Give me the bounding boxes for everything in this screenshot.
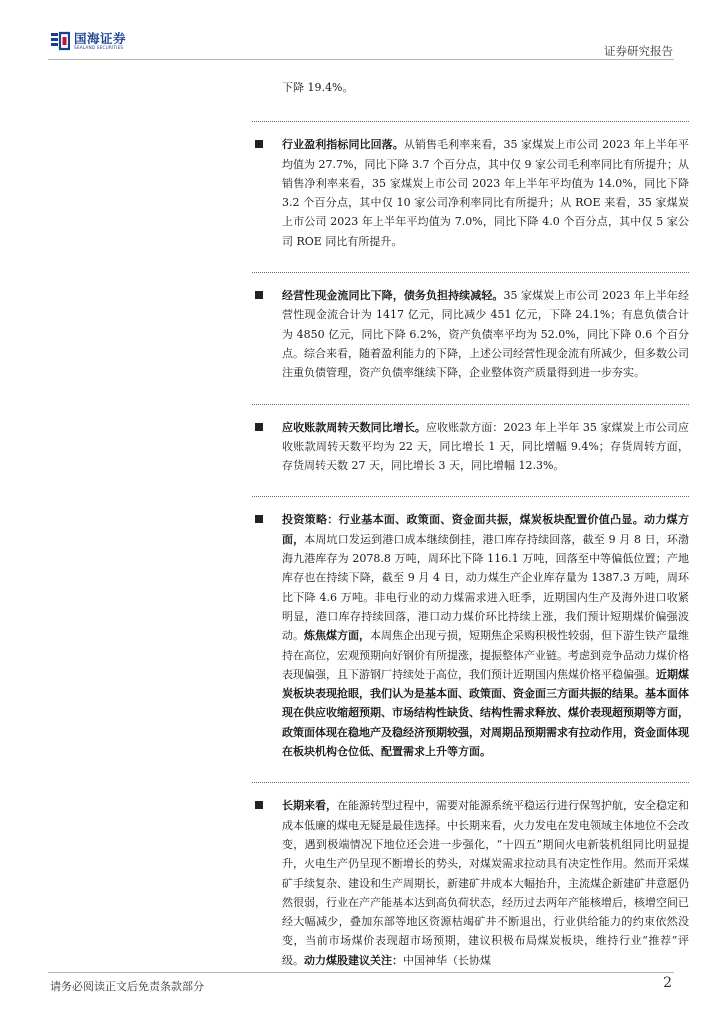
company-logo (50, 31, 126, 51)
logo-cn-text: 国海证券 (74, 30, 127, 46)
footer-divider (48, 972, 674, 973)
disclaimer-note: 请务必阅读正文后免责条款部分 (50, 980, 204, 993)
section-separator (252, 496, 689, 497)
paragraph-p0 (282, 78, 689, 97)
text-segment: 35 家煤炭上市公司 2023 年上半年经营性现金流合计为 1417 亿元，同比减少 451 亿元，下降 24.1%；有息负债合计为 4850 亿元，同比下降 6.2%，资产负债率平均为 52.0%，同比下降 0.6 个百分点。综合来看，随着盈利能力的下降，上述公司经营性现金流有所减少，但多数公司注重负债管理，资产负债率继续下降，企业整体资产质量得到进一步夯实。 (282, 289, 690, 380)
paragraph-p4 (282, 510, 689, 761)
paragraph-p2 (282, 286, 689, 382)
section-separator (252, 272, 689, 273)
text-segment: 本周焦企出现亏损，短期焦企采购积极性较弱，但下游生铁产量维持在高位，宏观预期向好钢价有所提涨，提振整体产业链。考虑到竞争品动力煤价格表现偏强，且下游钢厂持续处于高位，我们预计近期国内焦煤价格平稳偏强。 (282, 629, 689, 681)
text-segment: 下降 19.4%。 (282, 81, 354, 94)
sealand-logo-icon (50, 31, 70, 51)
bold-text-segment: 近期煤炭板块表现抢眼，我们认为是基本面、政策面、资金面三方面共振的结果。基本面体现在供应收缩超预期、市场结构性缺货、结构性需求释放、煤价表现超预期等方面，政策面体现在稳地产及稳经济预期较强，对周期品预期需求有拉动作用，资金面体现在板块机构仓位低、配置需求上升等方面。 (282, 667, 689, 759)
section-separator (252, 404, 689, 405)
page-header (0, 0, 724, 60)
square-bullet-icon (255, 140, 263, 148)
report-type-label: 证券研究报告 (604, 44, 673, 58)
paragraph-p1 (282, 135, 689, 251)
logo-en-text: SEALAND SECURITIES (74, 44, 124, 50)
bold-text-segment: 应收账款周转天数同比增长。 (282, 420, 426, 434)
paragraph-p5 (282, 796, 689, 970)
bold-text-segment: 动力煤股建议关注： (304, 953, 403, 967)
header-divider (48, 59, 674, 60)
square-bullet-icon (255, 291, 263, 299)
report-body (282, 78, 689, 970)
paragraph-p3 (282, 418, 689, 476)
text-segment: 在能源转型过程中，需要对能源系统平稳运行进行保驾护航，安全稳定和成本低廉的煤电无疑是最佳选择。中长期来看，火力发电在发电领域主体地位不会改变，遇到极端情况下地位还会进一步强化，“十四五”期间火电新装机组同比明显提升，火电生产仍呈现不断增长的势头，对煤炭需求拉动具有决定性作用。然而开采煤矿手续复杂、建设和生产周期长，新建矿井成本大幅抬升，主流煤企新建矿井意愿仍然很弱，行业在产产能基本达到高负荷状态，经历过去两年产能核增后，核增空间已经大幅减少，叠加东部等地区资源枯竭矿井不断退出，行业供给能力的约束依然没变，当前市场煤价表现超市场预期，建议积极布局煤炭板块，维持行业“推荐”评级。 (282, 799, 689, 967)
square-bullet-icon (255, 515, 263, 523)
bold-text-segment: 炼焦煤方面， (304, 629, 370, 643)
bold-text-segment: 经营性现金流同比下降，债务负担持续减轻。 (282, 289, 504, 303)
bold-text-segment: 长期来看， (282, 799, 337, 813)
bold-text-segment: 投资策略：行业基本面、政策面、资金面共振，煤炭板块配置价值凸显。动力煤方面， (282, 513, 689, 546)
text-segment: 从销售毛利率来看，35 家煤炭上市公司 2023 年上半年平均值为 27.7%，同比下降 3.7 个百分点，其中仅 9 家公司毛利率同比有所提升；从销售净利率来看，35 家煤炭上市公司 2023 年上半年平均值为 14.0%，同比下降 3.2 个百分点，其中仅 10 家公司净利率同比有所提升；从 ROE 来看，35 家煤炭上市公司 2023 年上半年平均值为 7.0%，同比下降 4.0 个百分点，其中仅 5 家公司 ROE 同比有所提升。 (282, 138, 690, 248)
text-segment: 中国神华（长协煤 (403, 953, 491, 967)
square-bullet-icon (255, 801, 263, 809)
section-separator (252, 121, 689, 122)
text-segment: 应收账款方面：2023 年上半年 35 家煤炭上市公司应收账款周转天数平均为 22 天，同比增长 1 天，同比增幅 9.4%；存货周转方面，存货周转天数 27 天，同比增长 3 天，同比增幅 12.3%。 (282, 420, 690, 473)
text-segment: 本周坑口发运到港口成本继续倒挂，港口库存持续回落，截至 9 月 8 日，环渤海九港库存为 2078.8 万吨，周环比下降 116.1 万吨，回落至中等偏低位置；产地库存也在持续下降，截至 9 月 4 日，动力煤生产企业库存量为 1387.3 万吨，周环比下降 4.6 万吨。非电行业的动力煤需求进入旺季，近期国内生产及海外进口收紧明显，港口库存持续回落，港口动力煤价环比持续上涨，我们预计短期煤价偏强波动。 (282, 532, 690, 643)
bold-text-segment: 行业盈利指标同比回落。 (282, 138, 404, 152)
square-bullet-icon (255, 423, 263, 431)
page-number: 2 (663, 975, 672, 991)
section-separator (252, 782, 689, 783)
